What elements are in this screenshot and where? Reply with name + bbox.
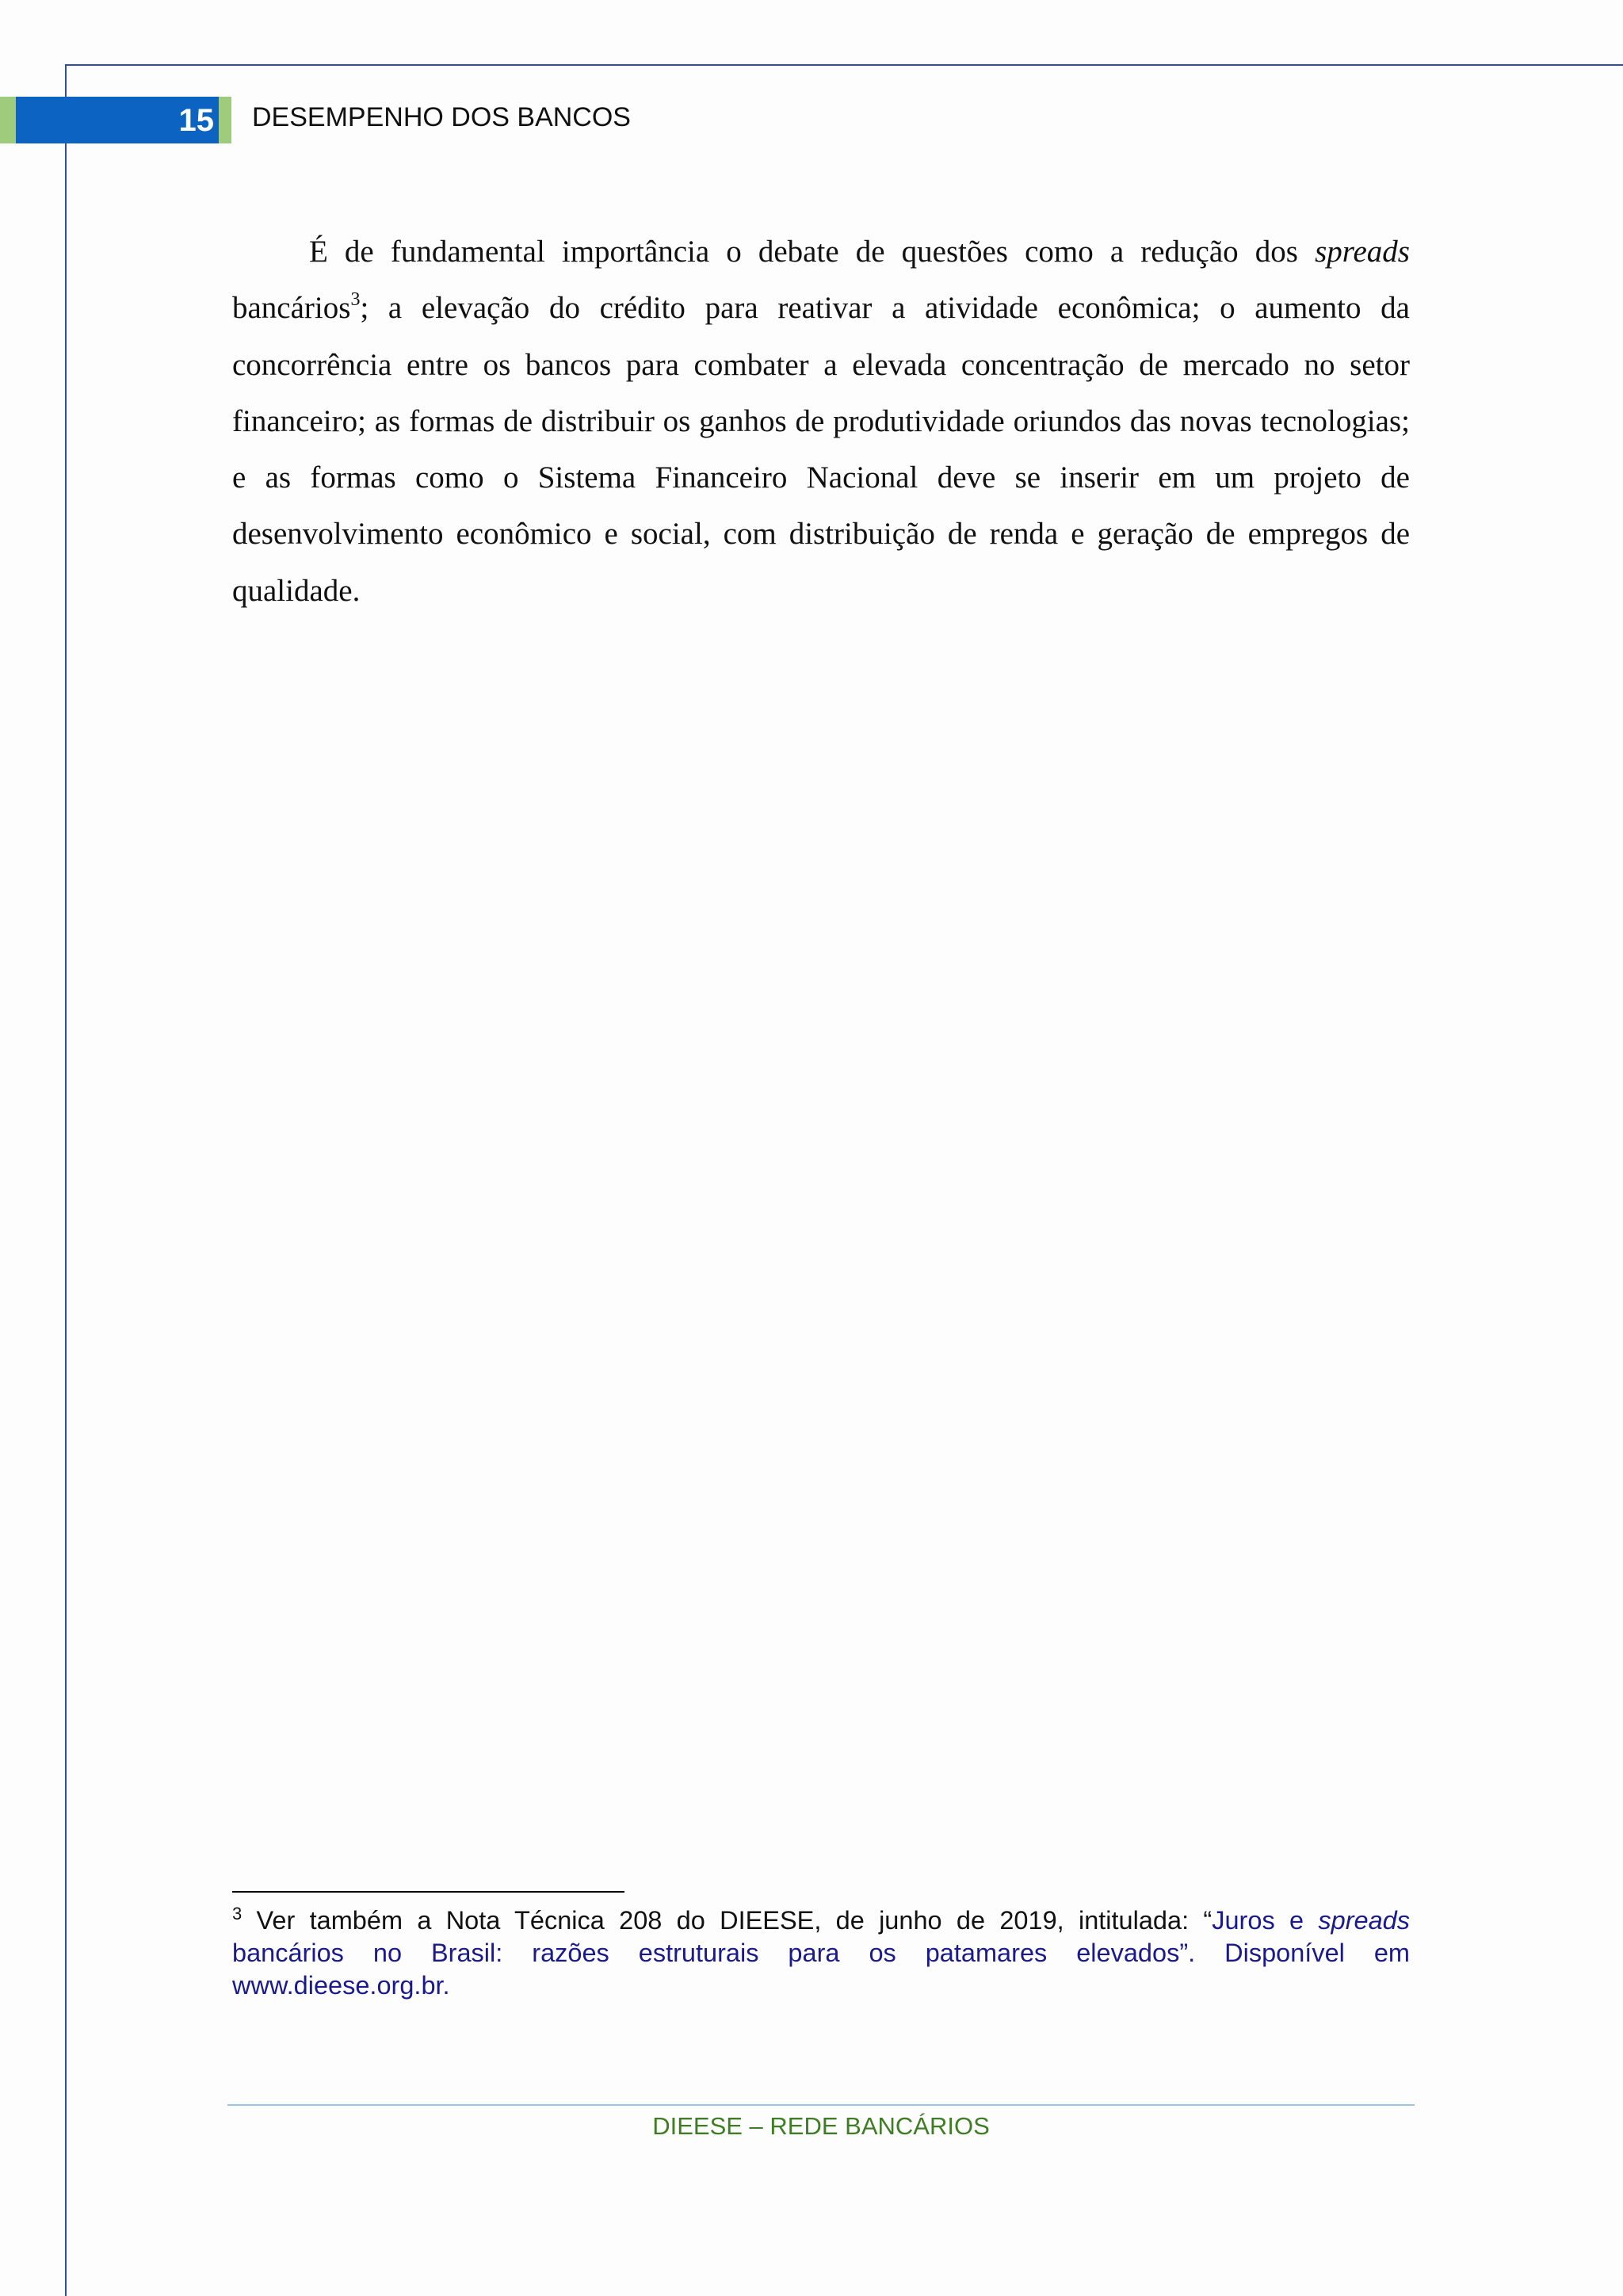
footnote-separator	[232, 1891, 624, 1893]
footnote-text-1: Ver também a Nota Técnica 208 do DIEESE, de junho de 2019, intitulada: “	[242, 1906, 1212, 1935]
footnote-link-italic: spreads	[1318, 1906, 1410, 1935]
footnote-marker: 3	[232, 1904, 242, 1924]
footer-rule	[227, 2104, 1415, 2106]
footer-text: DIEESE – REDE BANCÁRIOS	[652, 2112, 990, 2140]
body-text-part-3: ; a elevação do crédito para reativar a atividade econômica; o aumento da concorrência entre os bancos para combater a elevada concentração de mercado no setor financeiro; as formas de distribuir os ganhos de produtividade oriundos das novas tecnologias; e as formas como o Sistema Financeiro Nacional deve se inserir em um projeto de desenvolvimento econômico e social, com distribuição de renda e geração de empregos de qualidade.	[232, 291, 1410, 608]
footnote-text-2: ”. Disponível em www.dieese.org.br.	[232, 1939, 1410, 2000]
running-header-title: DESEMPENHO DOS BANCOS	[252, 102, 631, 132]
footnote-link-part-1: Juros e	[1212, 1906, 1319, 1935]
footnote	[232, 1904, 1410, 2002]
page-number: 15	[178, 103, 214, 138]
footnote-link-part-2: bancários no Brasil: razões estruturais para os patamares elevados	[232, 1939, 1180, 1967]
body-text-part-1: É de fundamental importância o debate de questões como a redução dos	[309, 235, 1316, 269]
body-paragraph	[232, 223, 1410, 619]
header-green-accent-right	[219, 97, 231, 143]
page-frame-left-border	[65, 64, 67, 2296]
header-green-accent-left	[0, 97, 16, 143]
footnote-reference[interactable]: 3	[350, 289, 361, 311]
body-text-italic-spreads: spreads	[1315, 235, 1410, 269]
page-frame-top-border	[65, 64, 1623, 66]
body-text-part-2: bancários	[232, 291, 351, 326]
